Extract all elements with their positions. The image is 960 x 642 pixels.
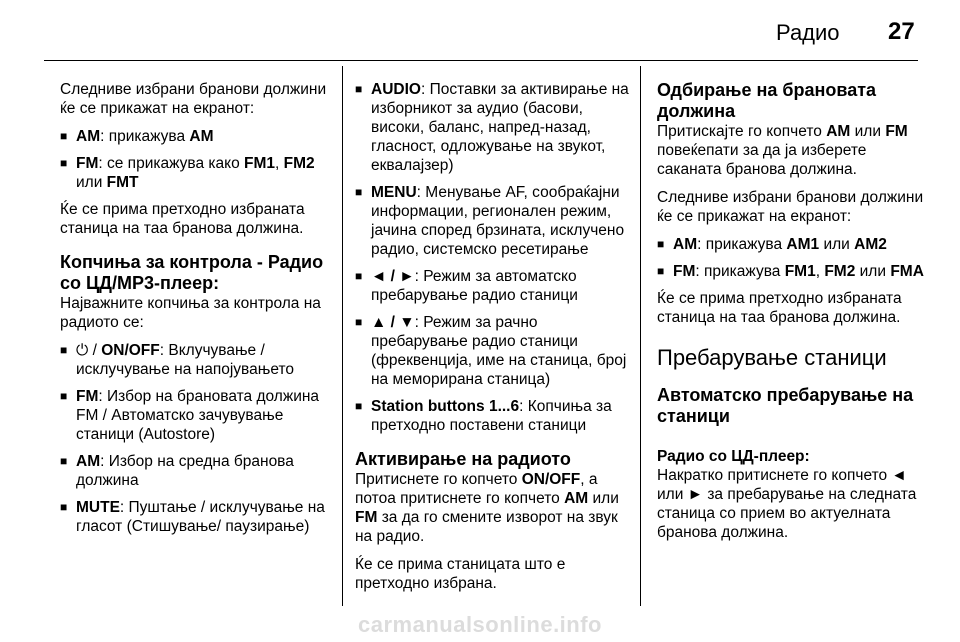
list-item: ■ ⏻ / ON/OFF: Вклучување / исклучување на напојувањето xyxy=(60,341,338,379)
section-heading: Копчиња за контрола - Радио со ЦД/MP3-плеер: xyxy=(60,252,324,293)
list-item: ■ FM: се прикажува како FM1, FM2 или FMT xyxy=(60,154,338,192)
paragraph: Накратко притиснете го копчето ◄ или ► за пребарување на следната станица со прием во актуелната бранова должина. xyxy=(657,467,917,541)
list-item: ■ FM: Избор на брановата должина FM / Автоматско зачувување станици (Autostore) xyxy=(60,387,338,444)
arrow-right-icon: ► xyxy=(687,486,704,503)
column-1 xyxy=(60,80,338,544)
list-item: ■ ▲ / ▼: Режим за рачно пребарување радио станици (фреквенција, име на станица, број на меморирана станица) xyxy=(355,313,635,389)
section-heading: Автоматско пребарување на станици xyxy=(657,385,914,426)
list-item: ■ AM: прикажува AM1 или AM2 xyxy=(657,235,932,254)
arrow-left-right-icon: ◄ / ► xyxy=(371,268,415,285)
sub-heading: Радио со ЦД-плеер: xyxy=(657,448,810,465)
section-heading: Активирање на радиото xyxy=(355,449,571,469)
list-item: ■ Station buttons 1...6: Копчиња за претходно поставени станици xyxy=(355,397,635,435)
paragraph: Следниве избрани бранови должини ќе се прикажат на екранот: xyxy=(657,189,924,225)
power-icon: ⏻ xyxy=(76,342,89,359)
paragraph: Ќе се прима претходно избраната станица на таа бранова должина. xyxy=(60,201,305,237)
list-item: ■ AM: Избор на средна бранова должина xyxy=(60,452,338,490)
paragraph: Притискајте го копчето AM или FM повеќепати за да ја изберете саканата бранова должина. xyxy=(657,123,908,178)
paragraph: Ќе се прима станицата што е претходно избрана. xyxy=(355,556,566,592)
list-item: ■ AM: прикажува AM xyxy=(60,127,338,146)
page-header-title: Радио xyxy=(776,20,840,45)
list-item: ■ MENU: Менување AF, сообраќајни информации, регионален режим, јачина според брзината, исклучено радио, системско ресетирање xyxy=(355,183,635,259)
list-item: ■ AUDIO: Поставки за активирање на изборникот за аудио (басови, високи, баланс, напред-назад, гласност, одложување на звукот, еквалајзер) xyxy=(355,80,635,175)
arrow-up-down-icon: ▲ / ▼ xyxy=(371,314,415,331)
paragraph: Ќе се прима претходно избраната станица на таа бранова должина. xyxy=(657,290,902,326)
column-3 xyxy=(657,80,932,551)
section-heading: Одбирање на брановата должина xyxy=(657,80,877,121)
paragraph: Притиснете го копчето ON/OFF, а потоа притиснете го копчето AM или FM за да го смените изворот на звук на радио. xyxy=(355,471,619,545)
column-divider-1 xyxy=(342,66,343,606)
paragraph: Најважните копчиња за контрола на радиото се: xyxy=(60,295,321,331)
column-divider-2 xyxy=(640,66,641,606)
page-number: 27 xyxy=(888,18,915,45)
list-item: ■ ◄ / ►: Режим за автоматско пребарување радио станици xyxy=(355,267,635,305)
column-2 xyxy=(355,80,635,602)
list-item: ■ MUTE: Пуштање / исклучување на гласот (Стишување/ паузирање) xyxy=(60,498,338,536)
watermark: carmanualsonline.info xyxy=(358,612,602,637)
list-item: ■ FM: прикажува FM1, FM2 или FMA xyxy=(657,262,932,281)
paragraph: Следниве избрани бранови должини ќе се прикажат на екранот: xyxy=(60,81,327,117)
arrow-left-icon: ◄ xyxy=(891,467,907,484)
header-rule xyxy=(44,60,918,61)
chapter-heading: Пребарување станици xyxy=(657,345,887,370)
